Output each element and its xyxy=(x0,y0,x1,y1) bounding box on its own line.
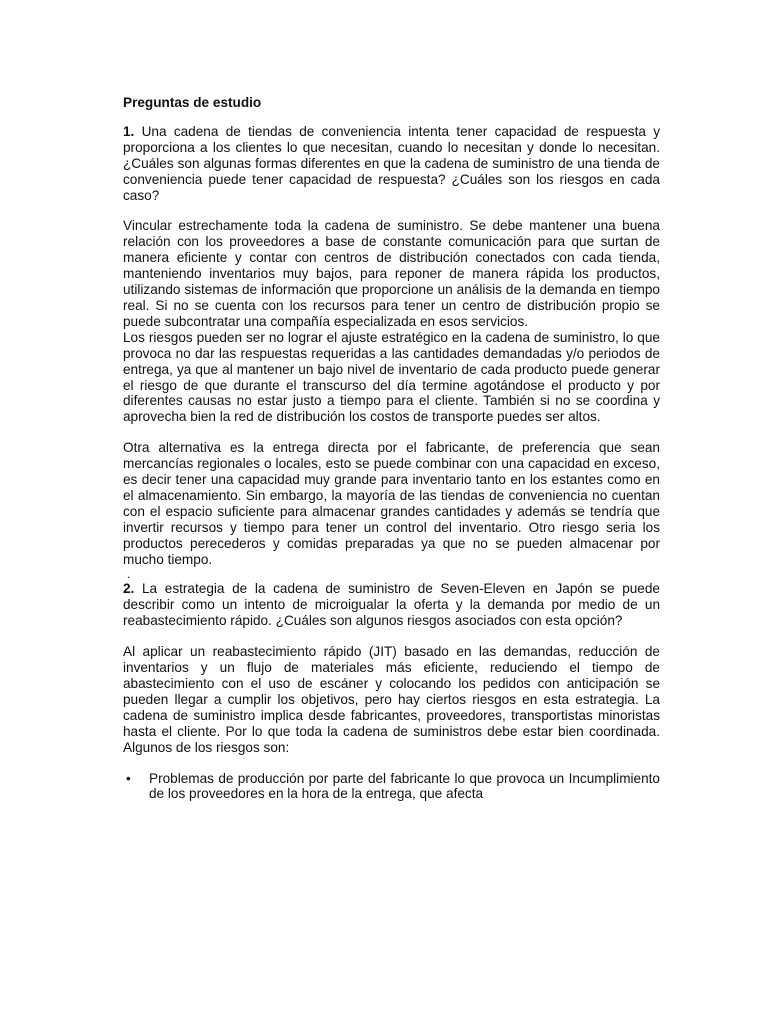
list-item-text: Problemas de producción por parte del fabricante lo que provoca un Incumplimiento de los proveedores en la hora de la entrega, que afecta xyxy=(149,770,660,802)
page-title: Preguntas de estudio xyxy=(123,95,262,110)
question-2-number: 2. xyxy=(123,581,135,597)
question-1-number: 1. xyxy=(123,123,135,139)
list-item xyxy=(123,771,660,803)
question-2 xyxy=(123,581,660,629)
answer-2-paragraph-1: Al aplicar un reabastecimiento rápido (JIT) basado en las demandas, reducción de inventarios y un flujo de materiales más eficiente, reduciendo el tiempo de abastecimiento con el uso de escáner y colocando los pedidos con anticipación se pueden llegar a cumplir los objetivos, pero hay ciertos riesgos en esta estrategia. La cadena de suministro implica desde fabricantes, proveedores, transportistas minoristas hasta el cliente. Por lo que toda la cadena de suministros debe estar bien coordinada. Algunos de los riesgos son: xyxy=(123,644,660,755)
stray-dot: . xyxy=(127,567,131,582)
answer-1-paragraph-3: Otra alternativa es la entrega directa por el fabricante, de preferencia que sean mercancías regionales o locales, esto se puede combinar con una capacidad en exceso, es decir tener una capacidad muy grande para inventario tanto en los estantes como en el almacenamiento. Sin embargo, la mayoría de las tiendas de conveniencia no cuentan con el espacio suficiente para almacenar grandes cantidades y además se tendría que invertir recursos y tiempo para tener un control del inventario. Otro riesgo seria los productos perecederos y comidas preparadas ya que no se pueden almacenar por mucho tiempo. xyxy=(123,440,660,567)
risk-list xyxy=(123,771,660,803)
document-page xyxy=(123,95,660,802)
question-1 xyxy=(123,124,660,204)
answer-1-paragraph-2: Los riesgos pueden ser no lograr el ajuste estratégico en la cadena de suministro, lo que provoca no dar las respuestas requeridas a las cantidades demandadas y/o periodos de entrega, ya que al mantener un bajo nivel de inventario de cada producto puede generar el riesgo de que durante el transcurso del día termine agotándose el producto y por diferentes causas no estar justo a tiempo para el cliente. También si no se coordina y aprovecha bien la red de distribución los costos de transporte puedes ser altos. xyxy=(123,329,660,425)
question-2-text: La estrategia de la cadena de suministro de Seven-Eleven en Japón se puede describir como un intento de microigualar la oferta y la demanda por medio de un reabastecimiento rápido. ¿Cuáles son algunos riesgos asociados con esta opción? xyxy=(123,581,660,629)
bullet-icon: • xyxy=(126,770,131,786)
answer-1-paragraph-1: Vincular estrechamente toda la cadena de suministro. Se debe mantener una buena relación con los proveedores a base de constante comunicación para que surtan de manera eficiente y contar con centros de distribución conectados con cada tienda, manteniendo inventarios muy bajos, para reponer de manera rápida los productos, utilizando sistemas de información que proporcione un análisis de la demanda en tiempo real. Si no se cuenta con los recursos para tener un centro de distribución propio se puede subcontratar una compañía especializada en esos servicios. xyxy=(123,218,660,329)
question-1-text: Una cadena de tiendas de conveniencia intenta tener capacidad de respuesta y proporciona a los clientes lo que necesitan, cuando lo necesitan y donde lo necesitan. ¿Cuáles son algunas formas diferentes en que la cadena de suministro de una tienda de conveniencia puede tener capacidad de respuesta? ¿Cuáles son los riesgos en cada caso? xyxy=(123,123,660,203)
